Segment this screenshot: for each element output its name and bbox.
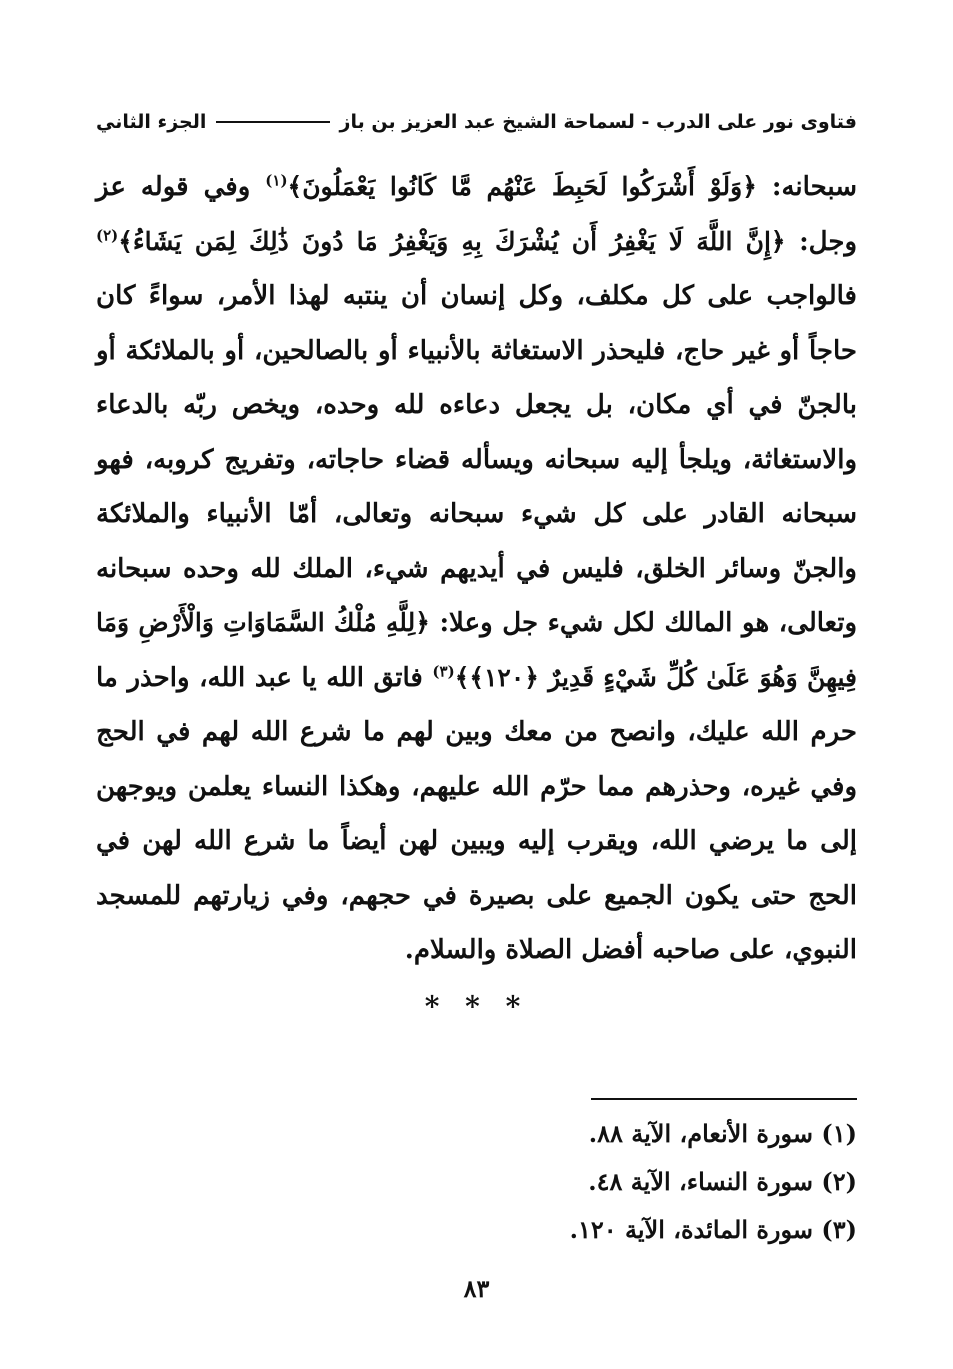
footnote-item: (٢) سورة النساء، الآية ٤٨.: [588, 1167, 857, 1196]
quran-verse: ﴿لِلَّهِ مُلْكُ السَّمَاوَاتِ وَالْأَرْضِ وَمَا فِيهِنَّ وَهُوَ عَلَىٰ كُلِّ شَيْءٍ قَدِيرٌ ﴿١٢٠﴾﴾: [96, 608, 857, 692]
main-paragraph: [96, 160, 857, 978]
footnote-item: (١) سورة الأنعام، الآية ٨٨.: [588, 1119, 857, 1148]
header-book-title: فتاوى نور على الدرب - لسماحة الشيخ عبد العزيز بن باز: [339, 111, 857, 133]
footnote-ref: (٣): [432, 661, 455, 680]
text-segment: فاتق الله يا عبد الله، واحذر ما حرم الله عليك، وانصح من معك وبين لهم ما شرع الله لهم في الحج وفي غيره، وحذرهم مما حرّم الله عليهم، وهكذا النساء يعلمن ويوجهن إلى ما يرضي الله، ويقرب إليه ويبين لهن أيضاً ما شرع الله لهن في الحج حتى يكون الجميع على بصيرة في حجهم، وفي زيارتهم للمسجد النبوي، على صاحبه أفضل الصلاة والسلام.: [96, 662, 857, 965]
quran-verse: ﴿إِنَّ اللَّهَ لَا يَغْفِرُ أَن يُشْرَكَ بِهِ وَيَغْفِرُ مَا دُونَ ذَٰلِكَ لِمَن يَشَاءُ﴾: [118, 226, 786, 256]
text-segment: سبحانه:: [756, 172, 857, 202]
running-header: [96, 104, 857, 140]
quran-verse: ﴿وَلَوْ أَشْرَكُوا لَحَبِطَ عَنْهُم مَّا كَانُوا يَعْمَلُونَ﴾: [287, 172, 757, 201]
footnote-ref: (١): [265, 171, 288, 190]
header-volume: الجزء الثاني: [96, 111, 207, 133]
footnote-rule: [591, 1098, 857, 1100]
section-separator: * * *: [424, 990, 529, 1023]
header-rule: [216, 121, 329, 123]
footnote-item: (٣) سورة المائدة، الآية ١٢٠.: [569, 1215, 857, 1244]
text-segment: وفي قوله عز وجل:: [96, 172, 858, 257]
footnote-ref: (٢): [96, 225, 119, 244]
text-segment: فالواجب على كل مكلف، وكل إنسان أن ينتبه لهذا الأمر، سواءً كان حاجاً أو غير حاج، فليحذر الاستغاثة بالأنبياء أو بالصالحين، أو بالملائكة أو بالجنّ في أي مكان، بل يجعل دعاءه لله وحده، ويخص ربّه بالدعاء والاستغاثة، ويلجأ إليه سبحانه ويسأله قضاء حاجاته، وتفريج كروبه، فهو سبحانه القادر على كل شيء سبحانه وتعالى، أمّا الأنبياء والملائكة والجنّ وسائر الخلق، فليس في أيديهم شيء، الملك لله وحده سبحانه وتعالى، هو المالك لكل شيء جل وعلا:: [96, 281, 858, 638]
footnotes: [96, 1110, 857, 1254]
page-number: ٨٣: [463, 1274, 490, 1303]
